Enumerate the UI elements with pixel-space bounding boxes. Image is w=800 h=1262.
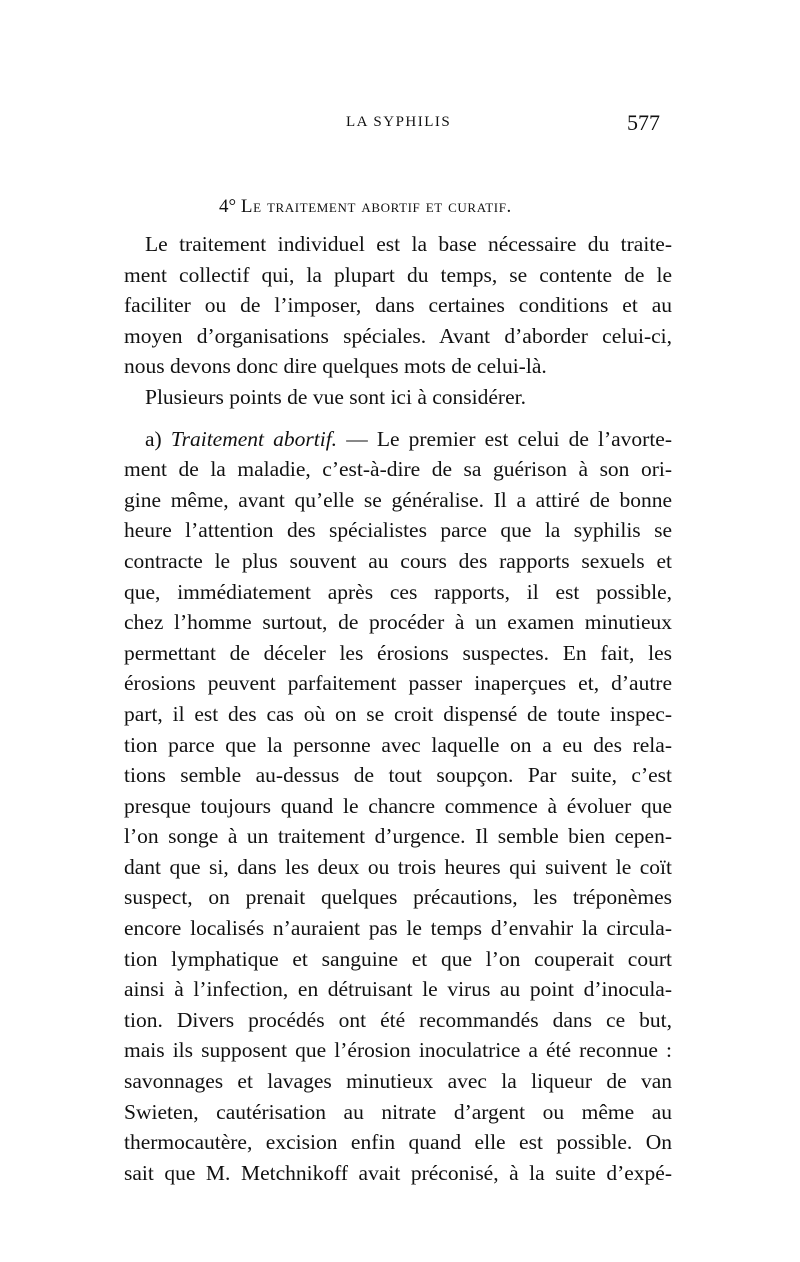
section-number: 4° <box>219 196 237 217</box>
subsection-label: a) <box>145 426 162 451</box>
text-line: chez l’homme surtout, de procéder à un examen minutieux <box>124 610 672 635</box>
text-line: que, immédiatement après ces rapports, il est possible, <box>124 579 672 604</box>
text-line: thermocautère, excision enfin quand elle est possible. On <box>124 1130 672 1155</box>
paragraph-intro <box>124 229 672 382</box>
text-line: érosions peuvent parfaitement passer inaperçues et, d’autre <box>124 671 672 696</box>
running-title: LA SYPHILIS <box>346 114 452 130</box>
text-line: tion parce que la personne avec laquelle on a eu des rela- <box>124 732 672 757</box>
text-line: permettant de déceler les érosions suspectes. En fait, les <box>124 640 672 665</box>
text-line: Plusieurs points de vue sont ici à considérer. <box>145 384 526 409</box>
text-line: l’on songe à un traitement d’urgence. Il semble bien cepen- <box>124 824 672 849</box>
section-title: Le traitement abortif et curatif. <box>240 196 512 217</box>
running-head <box>0 110 800 144</box>
text-line: moyen d’organisations spéciales. Avant d’aborder celui-ci, <box>124 323 672 348</box>
text-line: presque toujours quand le chancre commence à évoluer que <box>124 793 672 818</box>
text-line: mais ils supposent que l’érosion inoculatrice a été reconnue : <box>124 1038 672 1063</box>
text-line: suspect, on prenait quelques précautions, les tréponèmes <box>124 885 672 910</box>
section-heading <box>219 196 512 218</box>
paragraph-points <box>124 382 672 413</box>
text-line: tion lymphatique et sanguine et que l’on couperait court <box>124 946 672 971</box>
paragraph-abortive-treatment <box>124 424 672 1189</box>
text-line: Swieten, cautérisation au nitrate d’argent ou même au <box>124 1099 672 1124</box>
text-line: tion. Divers procédés ont été recommandés dans ce but, <box>124 1007 672 1032</box>
text-line: contracte le plus souvent au cours des rapports sexuels et <box>124 548 672 573</box>
text-line: heure l’attention des spécialistes parce que la syphilis se <box>124 518 672 543</box>
text-line: Le traitement individuel est la base nécessaire du traite- <box>145 232 672 256</box>
text-line: faciliter ou de l’imposer, dans certaines conditions et au <box>124 293 672 318</box>
body-text <box>124 229 672 1188</box>
text-line: ainsi à l’infection, en détruisant le virus au point d’inocula- <box>124 977 672 1002</box>
text-line: dant que si, dans les deux ou trois heures qui suivent le coït <box>124 854 672 879</box>
text-line: gine même, avant qu’elle se généralise. Il a attiré de bonne <box>124 487 672 512</box>
text-line: sait que M. Metchnikoff avait préconisé, à la suite d’expé- <box>124 1160 672 1185</box>
text-line: encore localisés n’auraient pas le temps d’envahir la circula- <box>124 916 672 941</box>
subsection-text: — Le premier est celui de l’avorte- <box>346 426 672 451</box>
paragraph-gap <box>124 413 672 424</box>
text-line: ment de la maladie, c’est-à-dire de sa guérison à son ori- <box>124 457 672 482</box>
page-number: 577 <box>627 110 660 135</box>
subsection-title: Traitement abortif. <box>170 426 338 451</box>
text-line: savonnages et lavages minutieux avec la liqueur de van <box>124 1069 672 1094</box>
text-line: ment collectif qui, la plupart du temps, se contente de le <box>124 262 672 287</box>
text-line: nous devons donc dire quelques mots de celui-là. <box>124 354 547 379</box>
text-line: tions semble au-dessus de tout soupçon. Par suite, c’est <box>124 763 672 788</box>
text-line: part, il est des cas où on se croit dispensé de toute inspec- <box>124 701 672 726</box>
text-line-first <box>124 424 672 455</box>
